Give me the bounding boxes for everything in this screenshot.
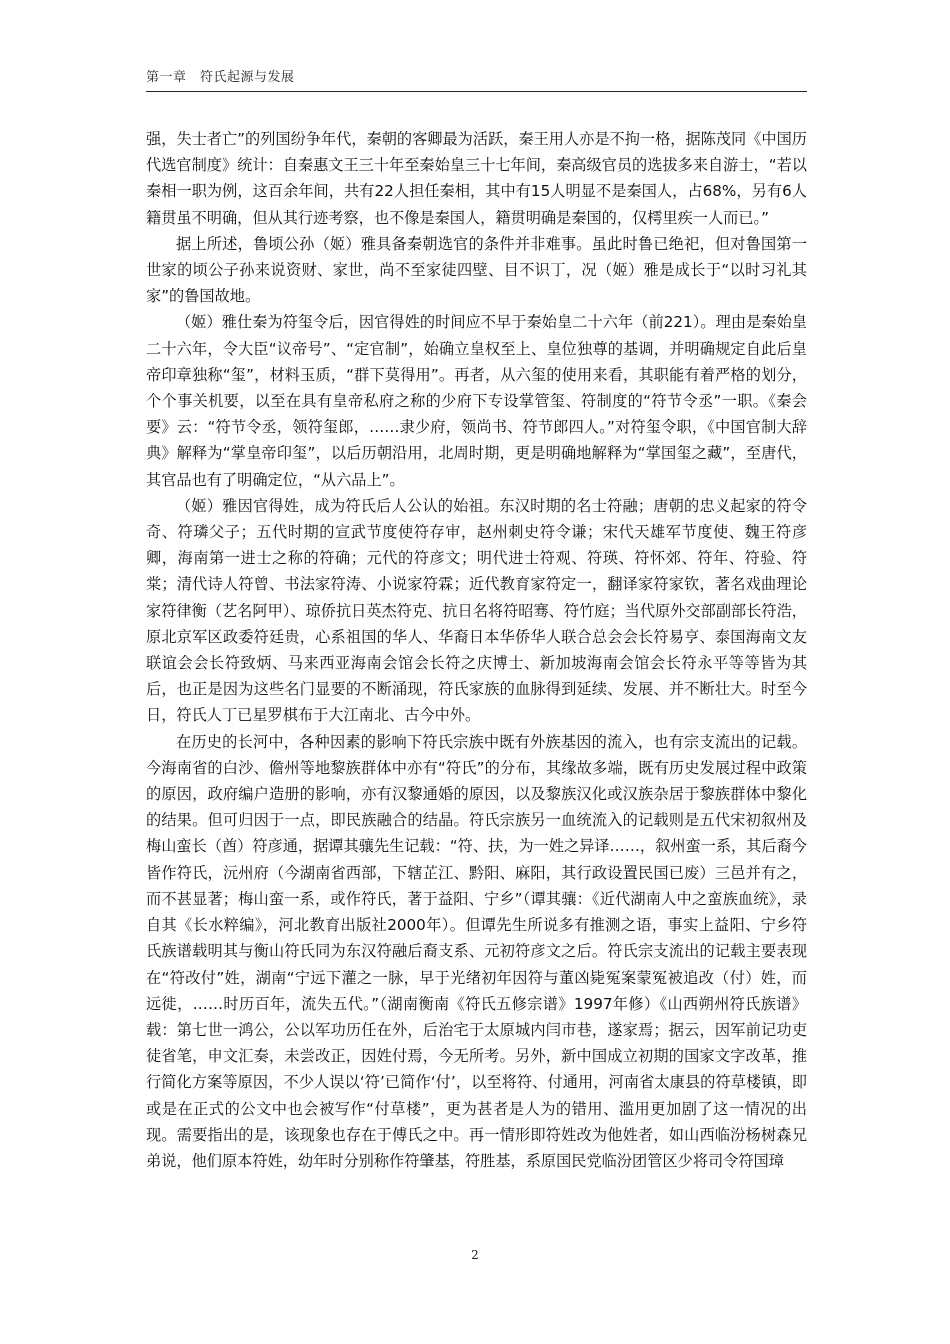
document-body: [146, 126, 807, 1174]
running-header: 第一章 符氏起源与发展: [146, 70, 295, 85]
paragraph-continued: 强，失士者亡”的列国纷争年代，秦朝的客卿最为活跃，秦王用人亦是不拘一格，据陈茂同《中国历代选官制度》统计：自秦惠文王三十年至秦始皇三十七年间，秦高级官员的选拔多来自游士，“若以秦相一职为例，这百余年间，共有22人担任秦相，其中有15人明显不是秦国人，占68%，另有6人籍贯虽不明确，但从其行迹考察，也不像是秦国人，籍贯明确是秦国的，仅樗里疾一人而已。”: [146, 130, 807, 227]
paragraph: （姬）雅仕秦为符玺令后，因官得姓的时间应不早于秦始皇二十六年（前221）。理由是秦始皇二十六年，令大臣“议帝号”、“定官制”，始确立皇权至上、皇位独尊的基调，并明确规定自此后皇帝印章独称“玺”，材料玉质，“群下莫得用”。再者，从六玺的使用来看，其职能有着严格的划分，个个事关机要，以至在具有皇帝私府之称的少府下专设掌管玺、符制度的“符节令丞”一职。《秦会要》云：“符节令丞，领符玺郎，……隶少府，领尚书、符节郎四人。”对符玺令职，《中国官制大辞典》解释为“掌皇帝印玺”，以后历朝沿用，北周时期，更是明确地解释为“掌国玺之藏”，至唐代，其官品也有了明确定位，“从六品上”。: [146, 313, 807, 489]
header-divider: [146, 91, 807, 92]
page-number: 2: [471, 1248, 479, 1262]
paragraph: 据上所述，鲁顷公孙（姬）雅具备秦朝选官的条件并非难事。虽此时鲁已绝祀，但对鲁国第一世家的顷公子孙来说资财、家世，尚不至家徒四壁、目不识丁，况（姬）雅是成长于“以时习礼其家”的鲁国故地。: [146, 234, 807, 306]
paragraph: 在历史的长河中，各种因素的影响下符氏宗族中既有外族基因的流入，也有宗支流出的记载。今海南省的白沙、儋州等地黎族群体中亦有“符氏”的分布，其缘故多端，既有历史发展过程中政策的原因，政府编户造册的影响，亦有汉黎通婚的原因，以及黎族汉化或汉族杂居于黎族群体中黎化的结果。但可归因于一点，即民族融合的结晶。符氏宗族另一血统流入的记载则是五代宋初叙州及梅山蛮长（酋）符彦通，据谭其骧先生记载：“符、扶，为一姓之异译……，叙州蛮一系，其后裔今皆作符氏，沅州府（今湖南省西部，下辖芷江、黔阳、麻阳，其行政设置民国已废）三邑并有之，而不甚显著；梅山蛮一系，或作符氏，著于益阳、宁乡”（谭其骧：《近代湖南人中之蛮族血统》，录自其《长水粹编》，河北教育出版社2000年）。但谭先生所说多有推测之语，事实上益阳、宁乡符氏族谱载明其与衡山符氏同为东汉符融后裔支系、元初符彦文之后。符氏宗支流出的记载主要表现在“符改付”姓，湖南“宁远下灌之一脉，早于光绪初年因符与董凶毙冤案蒙冤被追改（付）姓，而远徙，……时历百年，流失五代。”（湖南衡南《符氏五修宗谱》1997年修）《山西朔州符氏族谱》载：第七世一鸿公，公以军功历任在外，后治宅于太原城内闫市巷，遂家焉；据云，因军前记功吏徒省笔，申文汇奏，未尝改正，因姓付焉，今无所考。另外，新中国成立初期的国家文字改革，推行简化方案等原因，不少人误以‘符’已简作‘付’，以至将符、付通用，河南省太康县的符草楼镇，即或是在正式的公文中也会被写作“付草楼”，更为甚者是人为的错用、滥用更加剧了这一情况的出现。需要指出的是，该现象也存在于傅氏之中。再一情形即符姓改为他姓者，如山西临汾杨树森兄弟说，他们原本符姓，幼年时分别称作符肇基，符胜基，系原国民党临汾团管区少将司令符国璋: [146, 732, 807, 1170]
paragraph: （姬）雅因官得姓，成为符氏后人公认的始祖。东汉时期的名士符融；唐朝的忠义起家的符令奇、符璘父子；五代时期的宣武节度使符存审，赵州刺史符令谦；宋代天雄军节度使、魏王符彦卿，海南第一进士之称的符确；元代的符彦文；明代进士符观、符瑛、符怀郊、符年、符验、符棠；清代诗人符曾、书法家符涛、小说家符霖；近代教育家符定一，翻译家符家钦，著名戏曲理论家符律衡（艺名阿甲）、琼侨抗日英杰符克、抗日名将符昭骞、符竹庭；当代原外交部副部长符浩，原北京军区政委符廷贵，心系祖国的华人、华裔日本华侨华人联合总会会长符易亨、泰国海南文友联谊会会长符致炳、马来西亚海南会馆会长符之庆博士、新加坡海南会馆会长符永平等等皆为其后，也正是因为这些名门显要的不断涌现，符氏家族的血脉得到延续、发展、并不断壮大。时至今日，符氏人丁已星罗棋布于大江南北、古今中外。: [146, 496, 807, 725]
